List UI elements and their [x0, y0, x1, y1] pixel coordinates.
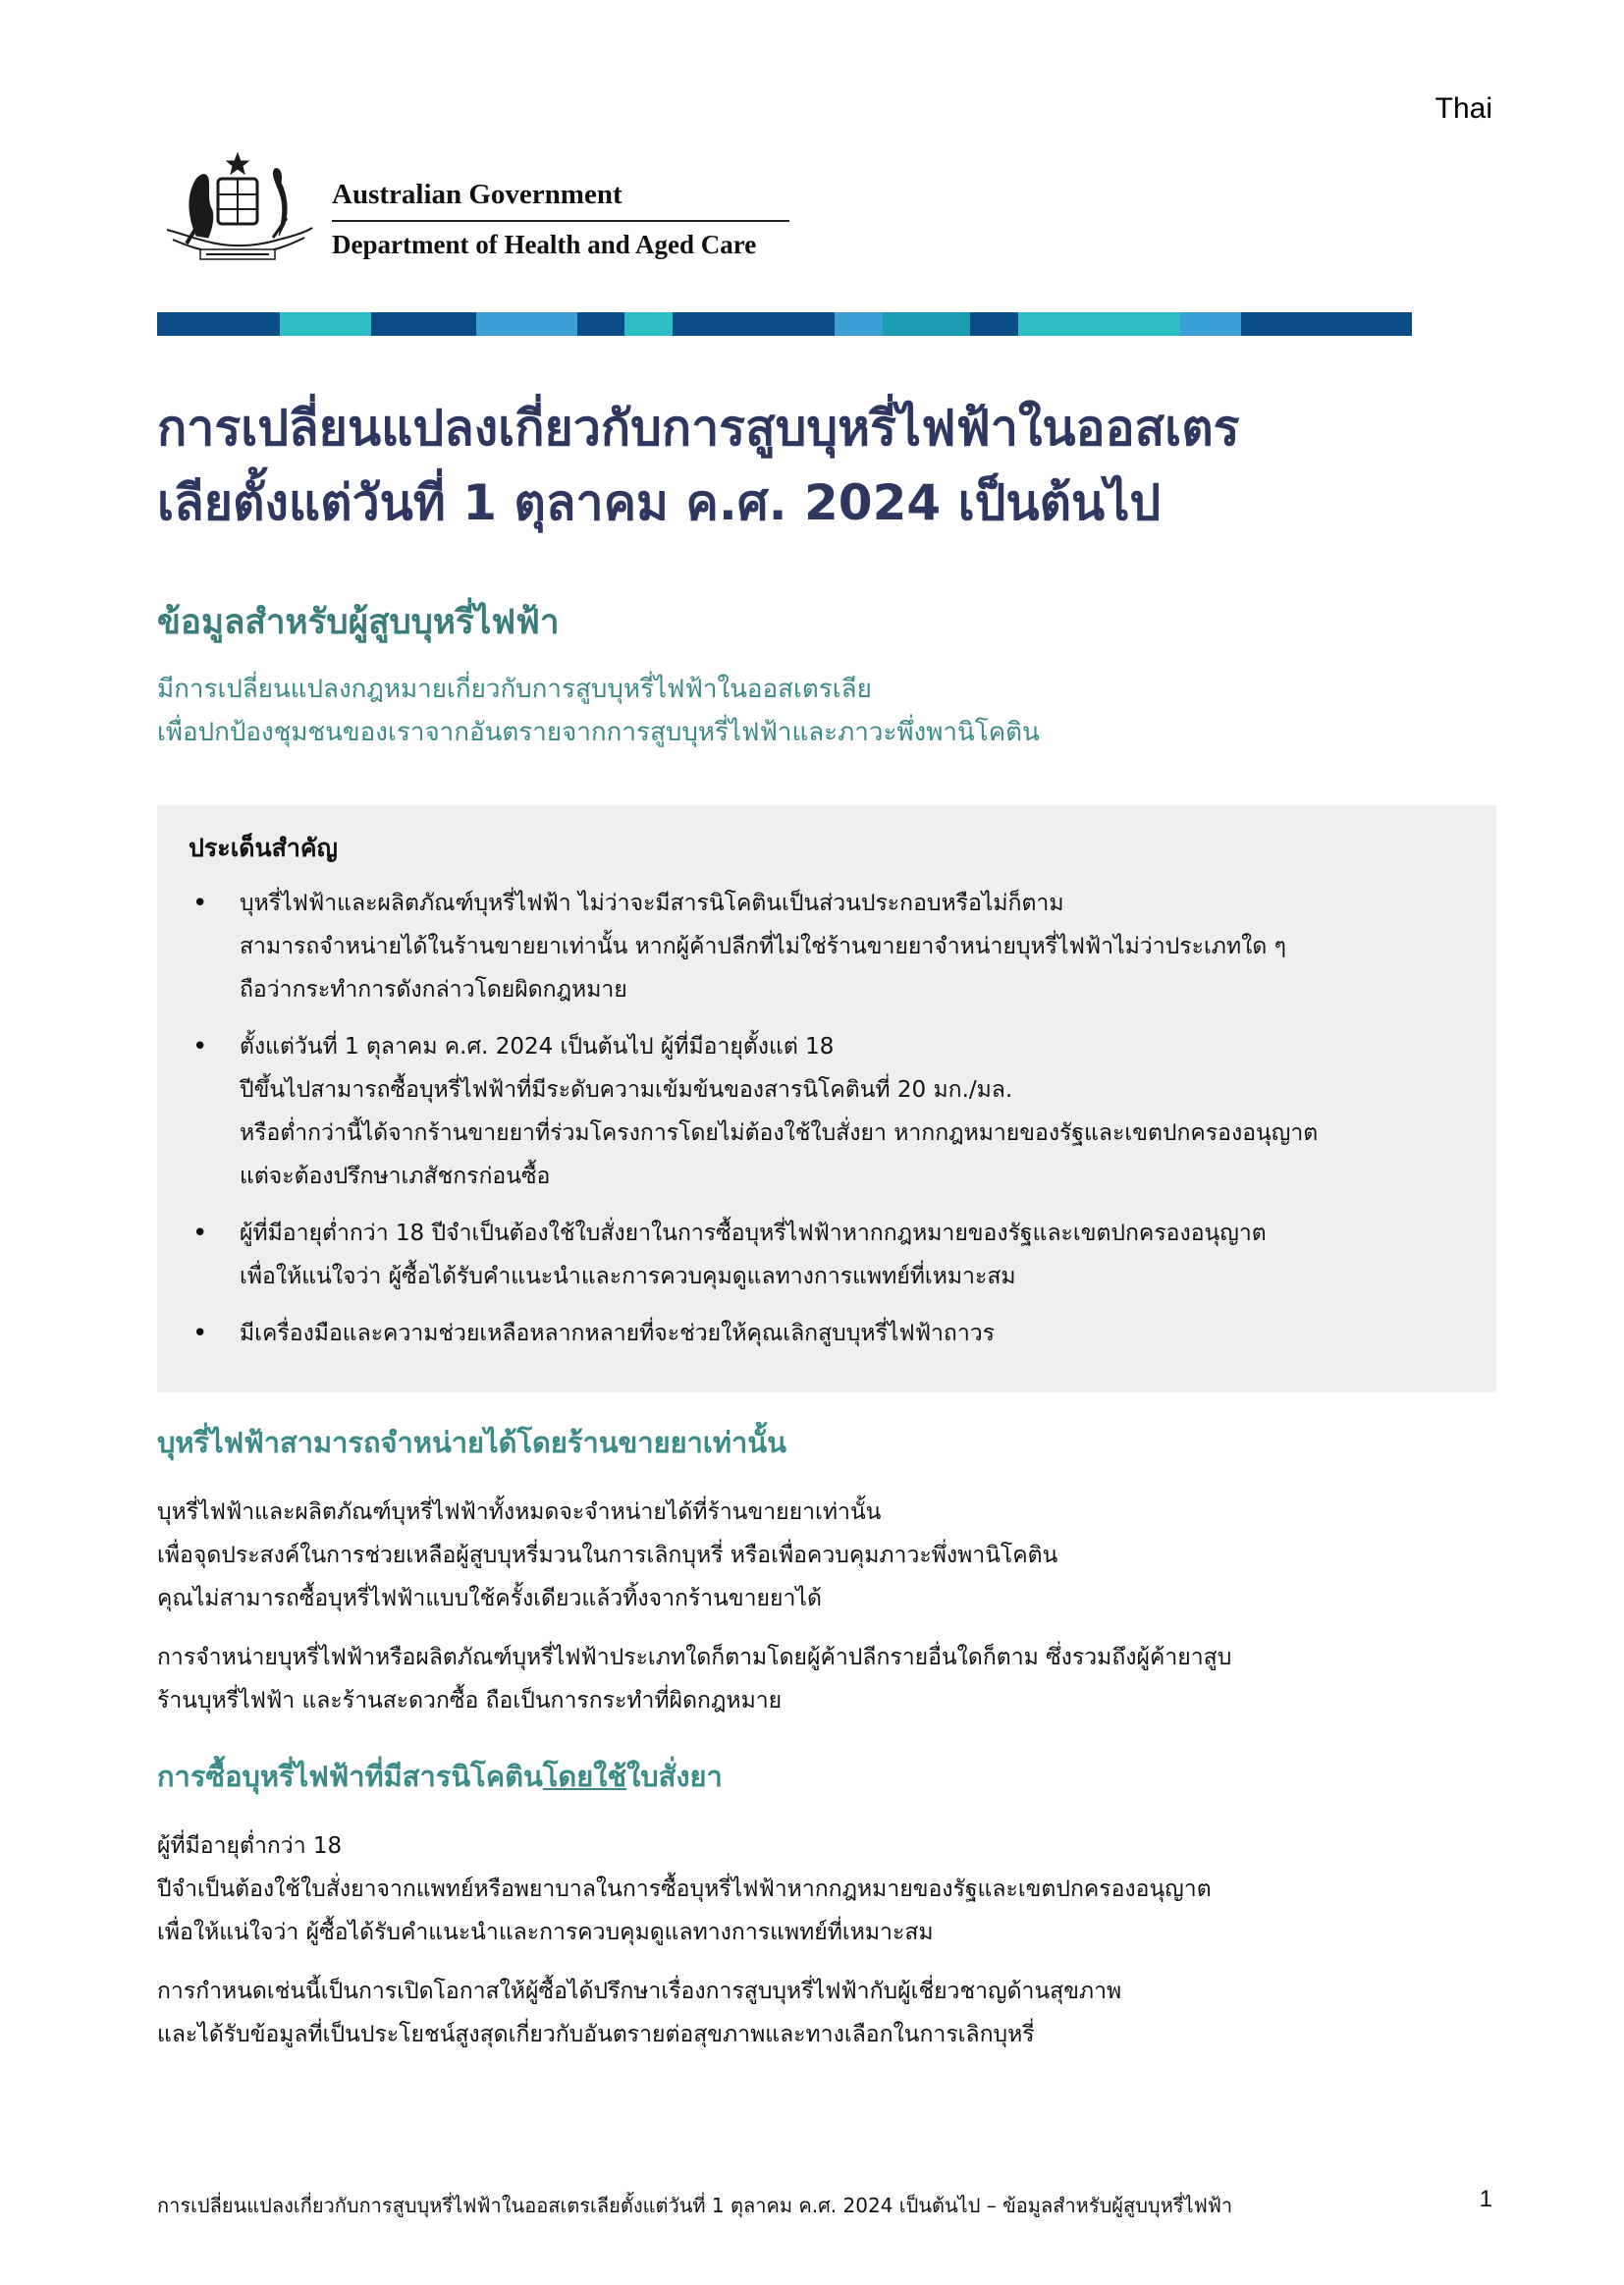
- paragraph: [157, 1824, 1492, 1954]
- stripe-segment: [280, 312, 372, 336]
- stripe-segment: [1241, 312, 1412, 336]
- key-point-line: • มีเครื่องมือและความช่วยเหลือหลากหลายที่จะช่วยให้คุณเลิกสูบบุหรี่ไฟฟ้าถาวร: [240, 1321, 996, 1346]
- stripe-segment: [1180, 312, 1241, 336]
- key-point-line: เพื่อให้แน่ใจว่า ผู้ซื้อได้รับคำแนะนำและการควบคุมดูแลทางการแพทย์ที่เหมาะสม: [240, 1264, 1016, 1289]
- stripe-segment: [577, 312, 625, 336]
- key-point-line: • บุหรี่ไฟฟ้าและผลิตภัณฑ์บุหรี่ไฟฟ้า ไม่ว่าจะมีสารนิโคตินเป็นส่วนประกอบหรือไม่ก็ตาม: [240, 891, 1064, 916]
- prescription-heading-after: ใบสั่งยา: [626, 1760, 723, 1793]
- coat-of-arms-icon: [157, 149, 319, 267]
- stripe-segment: [371, 312, 476, 336]
- key-points-heading: ประเด็นสำคัญ: [189, 834, 338, 862]
- paragraph-line: ร้านบุหรี่ไฟฟ้า และร้านสะดวกซื้อ ถือเป็นการกระทำที่ผิดกฎหมาย: [157, 1688, 783, 1714]
- decorative-stripe: [157, 312, 1412, 336]
- prescription-section: [157, 1754, 1492, 2072]
- prescription-heading: [157, 1754, 1492, 1799]
- prescription-heading-underlined: โดยใช้: [542, 1760, 627, 1793]
- logo-divider: [332, 220, 789, 222]
- title-line: เลียตั้งแต่วันที่ 1 ตุลาคม ค.ศ. 2024 เป็นต้นไป: [157, 474, 1162, 531]
- stripe-segment: [883, 312, 970, 336]
- key-point-line: แต่จะต้องปรึกษาเภสัชกรก่อนซื้อ: [240, 1164, 551, 1189]
- pharmacy-heading: บุหรี่ไฟฟ้าสามารถจำหน่ายได้โดยร้านขายยาเท่านั้น: [157, 1426, 786, 1459]
- paragraph: [157, 1970, 1492, 2056]
- paragraph-line: คุณไม่สามารถซื้อบุหรี่ไฟฟ้าแบบใช้ครั้งเดียวแล้วทิ้งจากร้านขายยาได้: [157, 1586, 822, 1611]
- government-logo: [157, 145, 795, 273]
- paragraph-line: เพื่อให้แน่ใจว่า ผู้ซื้อได้รับคำแนะนำและการควบคุมดูแลทางการแพทย์ที่เหมาะสม: [157, 1920, 934, 1945]
- stripe-segment: [673, 312, 835, 336]
- department-name: Department of Health and Aged Care: [332, 230, 757, 259]
- stripe-segment: [835, 312, 883, 336]
- stripe-segment: [1018, 312, 1180, 336]
- pharmacy-section: [157, 1420, 1492, 1738]
- key-points-list: [189, 882, 1485, 1369]
- key-point-item: [189, 1312, 1485, 1355]
- key-points-box: [157, 805, 1496, 1392]
- paragraph-line: การจำหน่ายบุหรี่ไฟฟ้าหรือผลิตภัณฑ์บุหรี่ไฟฟ้าประเภทใดก็ตามโดยผู้ค้าปลีกรายอื่นใดก็ตาม ซึ่งรวมถึงผู้ค้ายาสูบ: [157, 1645, 1232, 1670]
- paragraph-line: ปีจำเป็นต้องใช้ใบสั่งยาจากแพทย์หรือพยาบาลในการซื้อบุหรี่ไฟฟ้าหากกฎหมายของรัฐและเขตปกครองอนุญาต: [157, 1877, 1212, 1902]
- paragraph-line: บุหรี่ไฟฟ้าและผลิตภัณฑ์บุหรี่ไฟฟ้าทั้งหมดจะจำหน่ายได้ที่ร้านขายยาเท่านั้น: [157, 1499, 882, 1525]
- page-number: 1: [1479, 2186, 1492, 2212]
- stripe-segment: [970, 312, 1018, 336]
- stripe-segment: [157, 312, 280, 336]
- key-point-item: [189, 1025, 1485, 1198]
- key-point-line: ปีขึ้นไปสามารถซื้อบุหรี่ไฟฟ้าที่มีระดับความเข้มข้นของสารนิโคตินที่ 20 มก./มล.: [240, 1077, 1013, 1103]
- key-point-line: • ตั้งแต่วันที่ 1 ตุลาคม ค.ศ. 2024 เป็นต้นไป ผู้ที่มีอายุตั้งแต่ 18: [240, 1034, 835, 1060]
- title-line: การเปลี่ยนแปลงเกี่ยวกับการสูบบุหรี่ไฟฟ้าในออสเตร: [157, 400, 1240, 457]
- stripe-segment: [476, 312, 576, 336]
- language-tag: Thai: [1435, 92, 1492, 125]
- stripe-segment: [624, 312, 673, 336]
- key-point-line: • ผู้ที่มีอายุต่ำกว่า 18 ปีจำเป็นต้องใช้ใบสั่งยาในการซื้อบุหรี่ไฟฟ้าหากกฎหมายของรัฐและเขตปกครองอนุญาต: [240, 1221, 1267, 1246]
- intro-line: มีการเปลี่ยนแปลงกฎหมายเกี่ยวกับการสูบบุหรี่ไฟฟ้าในออสเตรเลีย: [157, 675, 872, 704]
- intro-line: เพื่อปกป้องชุมชนของเราจากอันตรายจากการสูบบุหรี่ไฟฟ้าและภาวะพึ่งพานิโคติน: [157, 718, 1040, 747]
- paragraph: [157, 1491, 1492, 1620]
- paragraph-line: และได้รับข้อมูลที่เป็นประโยชน์สูงสุดเกี่ยวกับอันตรายต่อสุขภาพและทางเลือกในการเลิกบุหรี่: [157, 2022, 1035, 2047]
- pharmacy-paragraphs: [157, 1491, 1492, 1722]
- footer-text: การเปลี่ยนแปลงเกี่ยวกับการสูบบุหรี่ไฟฟ้าในออสเตรเลียตั้งแต่วันที่ 1 ตุลาคม ค.ศ. 2024 เป็นต้นไป – ข้อมูลสำหรับผู้สูบบุหรี่ไฟฟ้า: [157, 2194, 1233, 2217]
- key-point-line: หรือต่ำกว่านี้ได้จากร้านขายยาที่ร่วมโครงการโดยไม่ต้องใช้ใบสั่งยา หากกฎหมายของรัฐและเขตปกครองอนุญาต: [240, 1120, 1319, 1146]
- prescription-heading-before: การซื้อบุหรี่ไฟฟ้าที่มีสารนิโคติน: [157, 1760, 543, 1793]
- prescription-paragraphs: [157, 1824, 1492, 2056]
- key-point-line: สามารถจำหน่ายได้ในร้านขายยาเท่านั้น หากผู้ค้าปลีกที่ไม่ใช่ร้านขายยาจำหน่ายบุหรี่ไฟฟ้าไม่ว่าประเภทใด ๆ: [240, 934, 1286, 959]
- government-name: Australian Government: [332, 179, 623, 210]
- subtitle: ข้อมูลสำหรับผู้สูบบุหรี่ไฟฟ้า: [157, 603, 560, 642]
- page-title: [157, 391, 1502, 540]
- key-point-line: ถือว่ากระทำการดังกล่าวโดยผิดกฎหมาย: [240, 977, 627, 1003]
- key-point-item: [189, 882, 1485, 1011]
- paragraph-line: ผู้ที่มีอายุต่ำกว่า 18: [157, 1833, 343, 1859]
- paragraph: [157, 1636, 1492, 1722]
- paragraph-line: การกำหนดเช่นนี้เป็นการเปิดโอกาสให้ผู้ซื้อได้ปรึกษาเรื่องการสูบบุหรี่ไฟฟ้ากับผู้เชี่ยวชาญด้านสุขภาพ: [157, 1979, 1122, 2004]
- intro-text: [157, 668, 1434, 754]
- key-point-item: [189, 1212, 1485, 1298]
- paragraph-line: เพื่อจุดประสงค์ในการช่วยเหลือผู้สูบบุหรี่มวนในการเลิกบุหรี่ หรือเพื่อควบคุมภาวะพึ่งพานิโคติน: [157, 1543, 1058, 1568]
